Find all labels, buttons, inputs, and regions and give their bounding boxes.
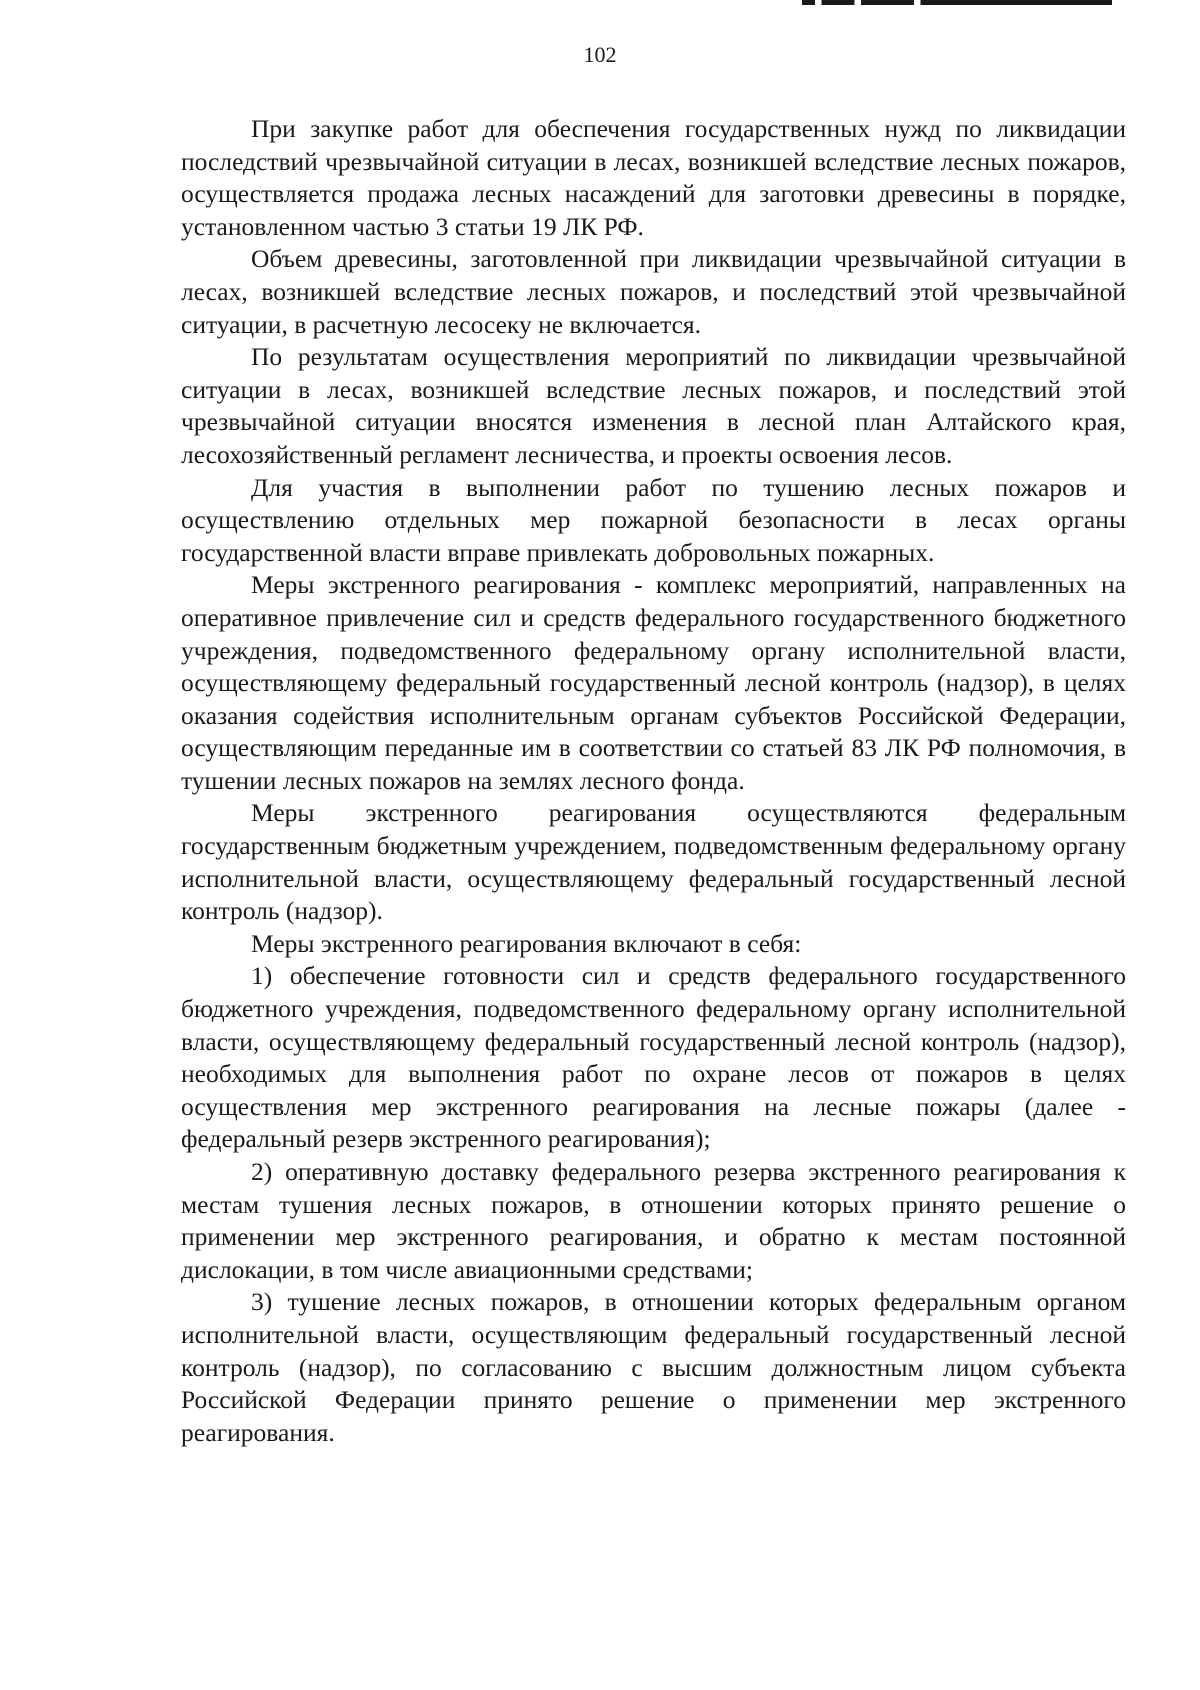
page-number: 102 xyxy=(583,42,617,67)
paragraph-emergency-measures-definition: Меры экстренного реагирования - комплекс мероприятий, направленных на оперативное привлечение сил и средств федерального государственного бюджетного учреждения, подведомственного федеральному органу исполнительной власти, осуществляющему федеральный государственный лесной контроль (надзор), в целях оказания содействия исполнительным органам субъектов Российской Федерации, осуществляющим переданные им в соответствии со статьей 83 ЛК РФ полномочия, в тушении лесных пожаров на землях лесного фонда. xyxy=(181,570,1126,795)
paragraph-emergency-measures-include: Меры экстренного реагирования включают в себя: xyxy=(251,928,802,958)
scan-edge-mark xyxy=(782,0,1112,5)
paragraph-volunteers: Для участия в выполнении работ по тушению лесных пожаров и осуществлению отдельных мер пожарной безопасности в лесах органы государственной власти вправе привлекать добровольных пожарных. xyxy=(181,472,1126,567)
list-item-3-extinguishing: 3) тушение лесных пожаров, в отношении которых федеральным органом исполнительной власти, осуществляющим федеральный государственный лесной контроль (надзор), по согласованию с высшим должностным лицом субъекта Российской Федерации принято решение о применении мер экстренного реагирования. xyxy=(181,1287,1126,1447)
paragraph-procurement: При закупке работ для обеспечения государственных нужд по ликвидации последствий чрезвычайной ситуации в лесах, возникшей вследствие лесных пожаров, осуществляется продажа лесных насаждений для заготовки древесины в порядке, установленном частью 3 статьи 19 ЛК РФ. xyxy=(181,114,1126,241)
list-item-1-readiness: 1) обеспечение готовности сил и средств федерального государственного бюджетного учреждения, подведомственного федеральному органу исполнительной власти, осуществляющему федеральный государственный лесной контроль (надзор), необходимых для выполнения работ по охране лесов от пожаров в целях осуществления мер экстренного реагирования на лесные пожары (далее - федеральный резерв экстренного реагирования); xyxy=(181,961,1126,1154)
paragraph-emergency-measures-executor: Меры экстренного реагирования осуществляются федеральным государственным бюджетным учреждением, подведомственным федеральному органу исполнительной власти, осуществляющему федеральный государственный лесной контроль (надзор). xyxy=(181,798,1126,926)
paragraph-plan-changes: По результатам осуществления мероприятий по ликвидации чрезвычайной ситуации в лесах, возникшей вследствие лесных пожаров, и последствий этой чрезвычайной ситуации вносятся изменения в лесной план Алтайского края, лесохозяйственный регламент лесничества, и проекты освоения лесов. xyxy=(181,342,1126,469)
list-item-2-delivery: 2) оперативную доставку федерального резерва экстренного реагирования к местам тушения лесных пожаров, в отношении которых принято решение о применении мер экстренного реагирования, и обратно к местам постоянной дислокации, в том числе авиационными средствами; xyxy=(181,1157,1126,1284)
document-body xyxy=(181,113,1126,1449)
paragraph-timber-volume: Объем древесины, заготовленной при ликвидации чрезвычайной ситуации в лесах, возникшей вследствие лесных пожаров, и последствий этой чрезвычайной ситуации, в расчетную лесосеку не включается. xyxy=(181,244,1126,339)
